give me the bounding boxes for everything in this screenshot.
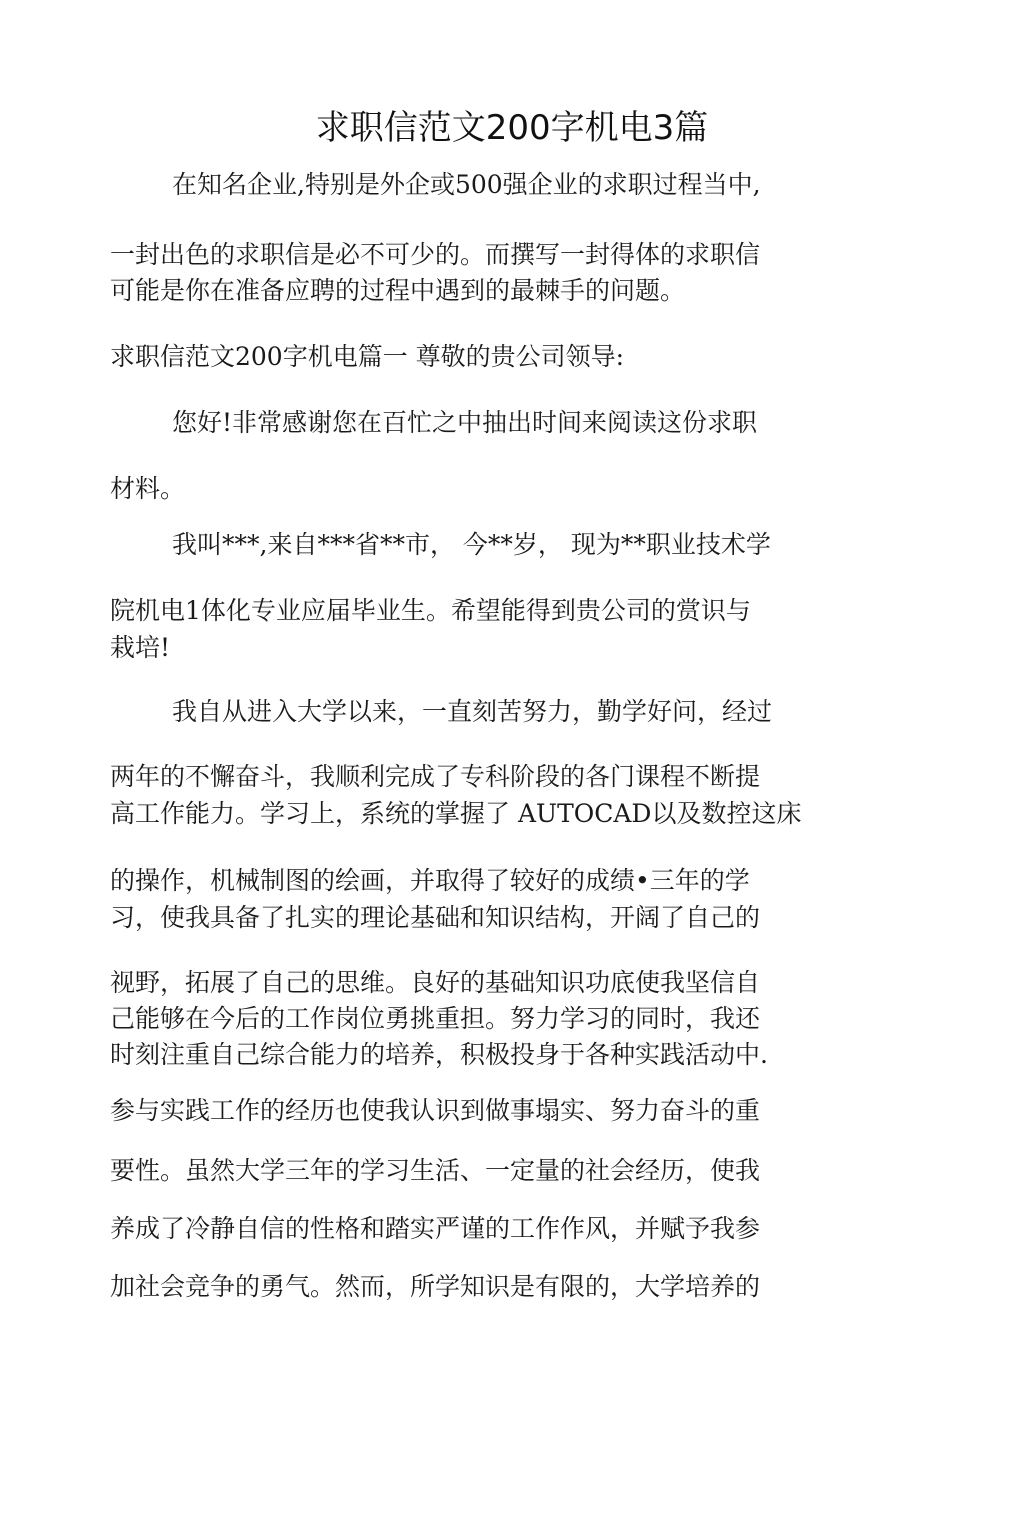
body-line-8: 时刻注重自己综合能力的培养，积极投身于各种实践活动中. xyxy=(110,1040,768,1069)
body-line-1: 我自从进入大学以来，一直刻苦努力，勤学好问，经过 xyxy=(172,697,773,726)
body-line-9: 参与实践工作的经历也使我认识到做事塌实、努力奋斗的重 xyxy=(110,1096,761,1125)
body-line-10: 要性。虽然大学三年的学习生活、一定量的社会经历，使我 xyxy=(110,1156,761,1185)
intro-line-3: 可能是你在准备应聘的过程中遇到的最棘手的问题。 xyxy=(110,276,686,305)
intro-self-line-2: 院机电1体化专业应届毕业生。希望能得到贵公司的赏识与 xyxy=(110,596,751,625)
body-line-11: 养成了冷静自信的性格和踏实严谨的工作作风，并赋予我参 xyxy=(110,1214,761,1243)
body-line-5: 习，使我具备了扎实的理论基础和知识结构，开阔了自己的 xyxy=(110,903,761,932)
body-line-2: 两年的不懈奋斗，我顺利完成了专科阶段的各门课程不断提 xyxy=(110,762,761,791)
greeting-line-2: 材料。 xyxy=(110,474,186,503)
intro-line-2: 一封出色的求职信是必不可少的。而撰写一封得体的求职信 xyxy=(110,240,761,269)
body-line-6: 视野，拓展了自己的思维。良好的基础知识功底使我坚信自 xyxy=(110,968,761,997)
section-heading-1: 求职信范文200字机电篇一 尊敬的贵公司领导: xyxy=(110,342,625,371)
intro-self-line-1: 我叫***,来自***省**市， 今**岁， 现为**职业技术学 xyxy=(172,530,771,559)
body-line-3: 高工作能力。学习上，系统的掌握了 AUTOCAD以及数控这床 xyxy=(110,799,802,828)
document-title: 求职信范文200字机电3篇 xyxy=(315,108,709,148)
greeting-line-1: 您好!非常感谢您在百忙之中抽出时间来阅读这份求职 xyxy=(172,408,758,437)
body-line-12: 加社会竞争的勇气。然而，所学知识是有限的，大学培养的 xyxy=(110,1272,761,1301)
intro-line-1: 在知名企业,特别是外企或500强企业的求职过程当中, xyxy=(172,170,761,199)
body-line-7: 己能够在今后的工作岗位勇挑重担。努力学习的同时，我还 xyxy=(110,1004,761,1033)
body-line-4: 的操作，机械制图的绘画，并取得了较好的成绩•三年的学 xyxy=(110,866,750,895)
intro-self-line-3: 栽培! xyxy=(110,633,171,662)
